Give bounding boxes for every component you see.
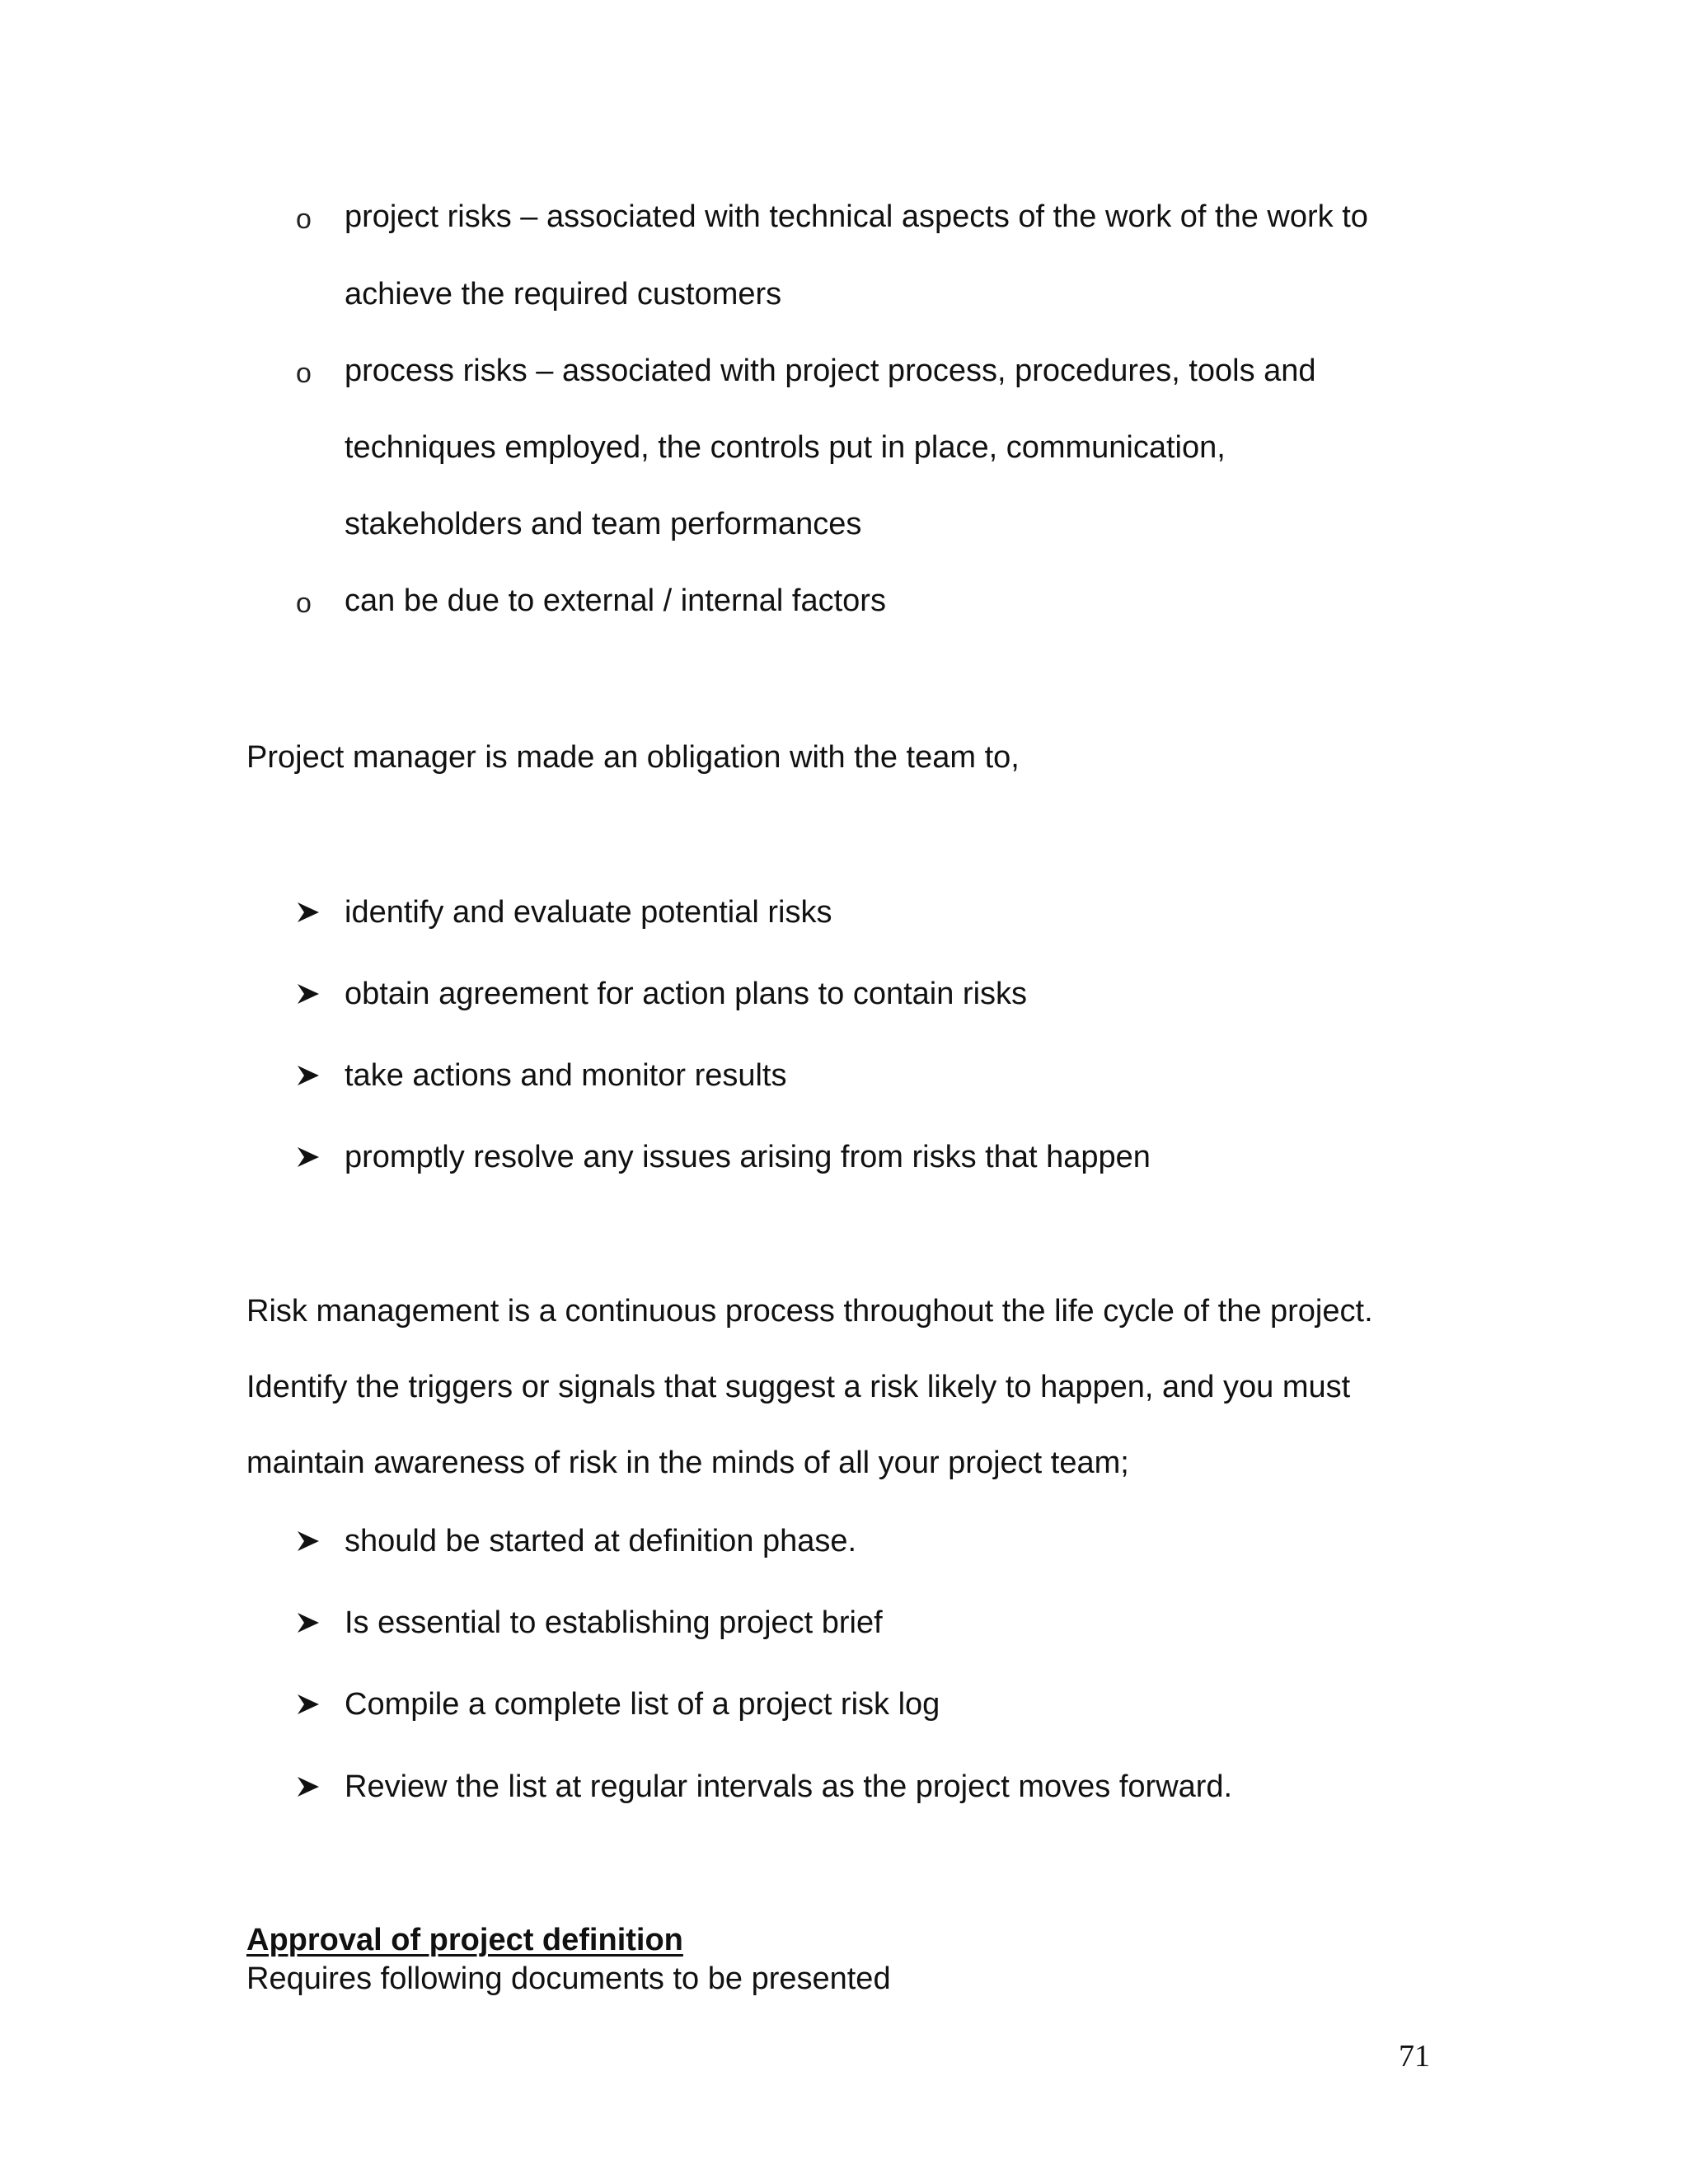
page-number: 71 bbox=[1399, 2039, 1430, 2074]
circle-bullet-icon: o bbox=[296, 204, 312, 235]
sub-bullet-2-line-3: stakeholders and team performances bbox=[345, 507, 862, 541]
sub-bullet-3-line-1: can be due to external / internal factors bbox=[345, 583, 886, 618]
obligation-item: promptly resolve any issues arising from risks that happen bbox=[345, 1140, 1151, 1174]
circle-bullet-icon: o bbox=[296, 588, 312, 619]
arrow-bullet-icon bbox=[297, 1522, 321, 1560]
arrow-bullet-icon bbox=[297, 1768, 321, 1806]
paragraph-risk-line-2: Identify the triggers or signals that suggest a risk likely to happen, and you must bbox=[246, 1370, 1351, 1404]
obligation-item: obtain agreement for action plans to contain risks bbox=[345, 977, 1028, 1011]
arrow-bullet-icon bbox=[297, 1138, 321, 1176]
risk-point-item: Review the list at regular intervals as the project moves forward. bbox=[345, 1769, 1233, 1804]
risk-point-item: Is essential to establishing project brief bbox=[345, 1605, 883, 1640]
risk-point-item: should be started at definition phase. bbox=[345, 1524, 857, 1558]
section-heading: Approval of project definition bbox=[246, 1923, 683, 1957]
sub-bullet-1-line-2: achieve the required customers bbox=[345, 277, 782, 312]
section-text: Requires following documents to be presented bbox=[246, 1961, 891, 1996]
obligation-item: take actions and monitor results bbox=[345, 1058, 787, 1093]
paragraph-risk-line-1: Risk management is a continuous process throughout the life cycle of the project. bbox=[246, 1294, 1373, 1329]
sub-bullet-1-line-1: project risks – associated with technical aspects of the work of the work to bbox=[345, 199, 1368, 234]
arrow-bullet-icon bbox=[297, 893, 321, 931]
arrow-bullet-icon bbox=[297, 1604, 321, 1642]
paragraph-risk-line-3: maintain awareness of risk in the minds of all your project team; bbox=[246, 1446, 1129, 1480]
circle-bullet-icon: o bbox=[296, 358, 312, 389]
arrow-bullet-icon bbox=[297, 1685, 321, 1723]
paragraph-obligation: Project manager is made an obligation with the team to, bbox=[246, 740, 1020, 775]
arrow-bullet-icon bbox=[297, 975, 321, 1013]
sub-bullet-2-line-2: techniques employed, the controls put in place, communication, bbox=[345, 430, 1226, 465]
obligation-item: identify and evaluate potential risks bbox=[345, 895, 832, 930]
arrow-bullet-icon bbox=[297, 1057, 321, 1094]
sub-bullet-2-line-1: process risks – associated with project process, procedures, tools and bbox=[345, 354, 1316, 388]
risk-point-item: Compile a complete list of a project risk log bbox=[345, 1687, 940, 1722]
